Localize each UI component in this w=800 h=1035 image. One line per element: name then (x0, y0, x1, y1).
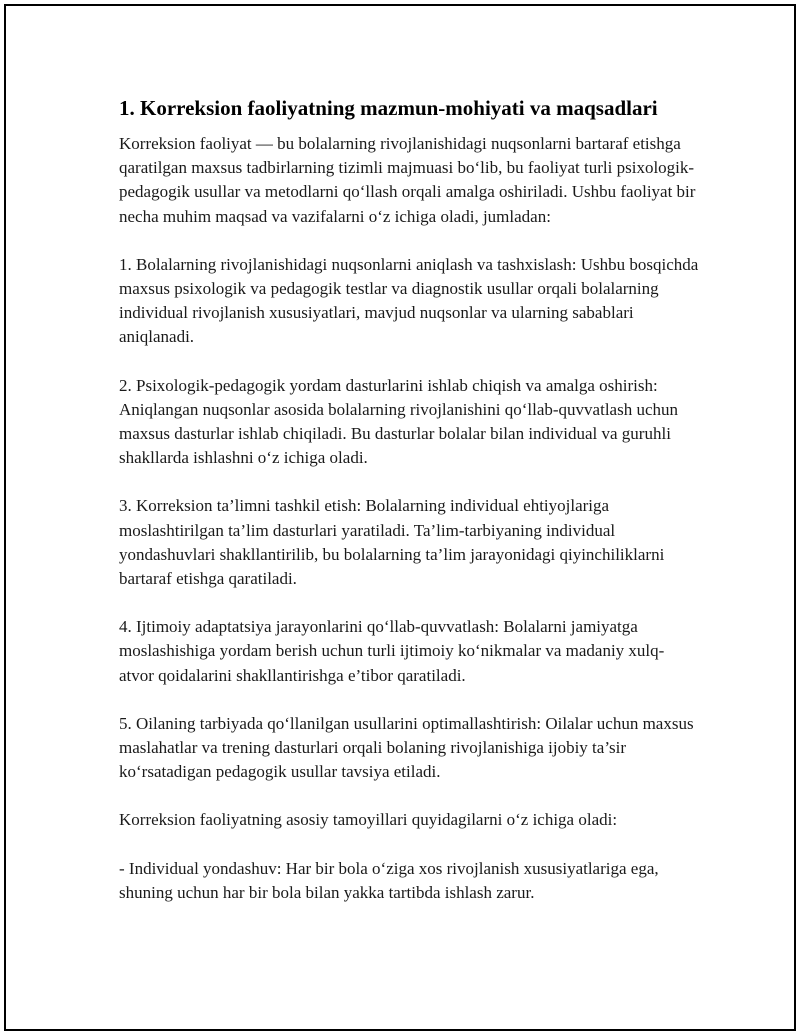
document-body (119, 94, 699, 929)
goal-item-1: 1. Bolalarning rivojlanishidagi nuqsonlarni aniqlash va tashxislash: Ushbu bosqichda maxsus psixologik va pedagogik testlar va diagnostik usullar orqali bolalarning individual rivojlanish xususiyatlari, mavjud nuqsonlar va ularning sabablari aniqlanadi. (119, 254, 699, 347)
section-title: 1. Korreksion faoliyatning mazmun-mohiyati va maqsadlari (119, 96, 658, 120)
page-frame (4, 4, 796, 1031)
goal-item-5: 5. Oilaning tarbiyada qoʻllanilgan usullarini optimallashtirish: Oilalar uchun maxsus maslahatlar va trening dasturlari orqali bolaning rivojlanishiga ijobiy ta’sir koʻrsatadigan pedagogik usullar tavsiya etiladi. (119, 713, 694, 782)
goal-item-2: 2. Psixologik-pedagogik yordam dasturlarini ishlab chiqish va amalga oshirish: Aniqlangan nuqsonlar asosida bolalarning rivojlanishini qoʻllab-quvvatlash uchun maxsus dasturlar ishlab chiqiladi. Bu dasturlar bolalar bilan individual va guruhli shakllarda ishlashni oʻz ichiga oladi. (119, 375, 678, 468)
goal-item-4: 4. Ijtimoiy adaptatsiya jarayonlarini qoʻllab-quvvatlash: Bolalarni jamiyatga moslashishiga yordam berish uchun turli ijtimoiy koʻnikmalar va madaniy xulq-atvor qoidalarini shakllantirishga e’tibor qaratiladi. (119, 617, 665, 685)
intro-paragraph: Korreksion faoliyat — bu bolalarning rivojlanishidagi nuqsonlarni bartaraf etishga qaratilgan maxsus tadbirlarning tizimli majmuasi boʻlib, bu faoliyat turli psixologik-pedagogik usullar va metodlarni qoʻllash orqali amalga oshiriladi. Ushbu faoliyat bir necha muhim maqsad va vazifalarni oʻz ichiga oladi, jumladan: (119, 134, 696, 226)
principle-item-1: - Individual yondashuv: Har bir bola oʻziga xos rivojlanish xususiyatlariga ega, shuning uchun har bir bola bilan yakka tartibda ishlash zarur. (119, 858, 659, 902)
goal-item-3: 3. Korreksion ta’limni tashkil etish: Bolalarning individual ehtiyojlariga moslashtirilgan ta’lim dasturlari yaratiladi. Ta’lim-tarbiyaning individual yondashuvlari shakllantirilib, bu bolalarning ta’lim jarayonidagi qiyinchiliklarni bartaraf etishga qaratiladi. (119, 496, 665, 589)
principles-intro-paragraph: Korreksion faoliyatning asosiy tamoyillari quyidagilarni oʻz ichiga oladi: (119, 810, 618, 830)
